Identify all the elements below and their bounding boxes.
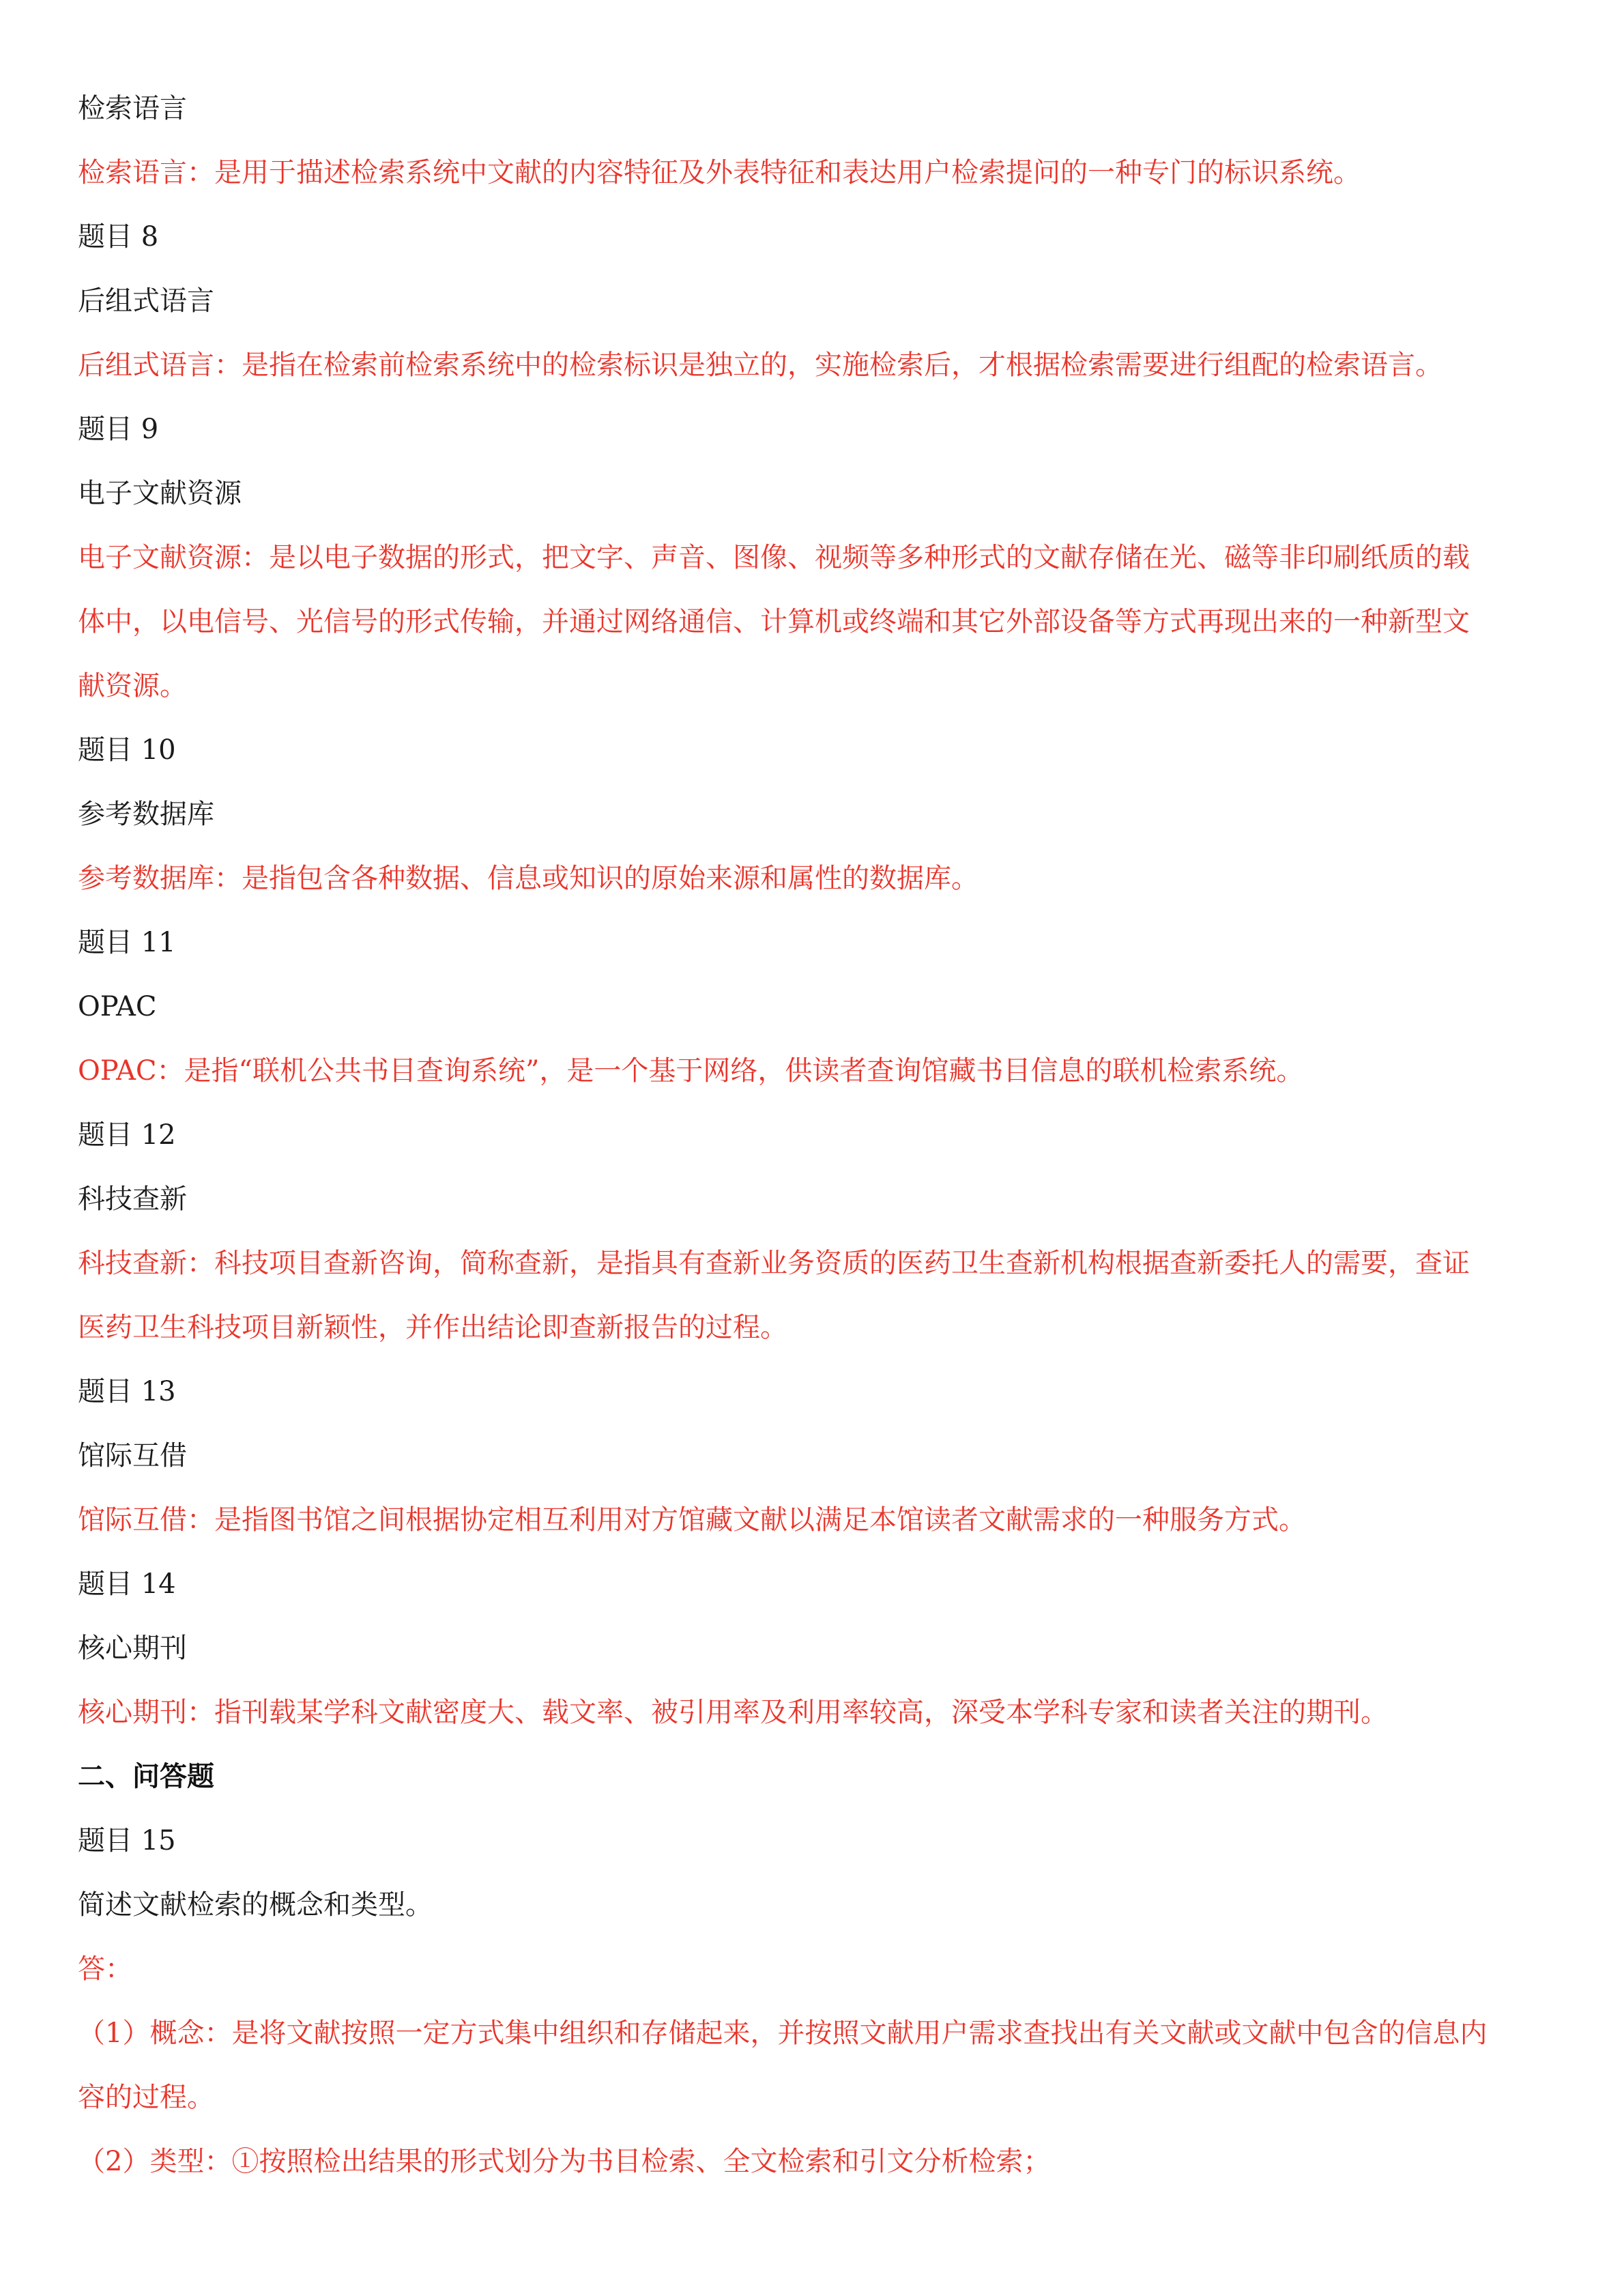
answer-text: （1）概念：是将文献按照一定方式集中组织和存储起来，并按照文献用户需求查找出有关文献或文献中包含的信息内: [78, 2018, 1488, 2049]
question-number: 题目 13: [78, 1376, 176, 1407]
term-heading: 参考数据库: [78, 799, 214, 830]
question-number: 题目 11: [78, 927, 176, 958]
term-heading: 检索语言: [78, 93, 187, 124]
term-definition: 科技查新：科技项目查新咨询，简称查新，是指具有查新业务资质的医药卫生查新机构根据查新委托人的需要，查证: [78, 1248, 1470, 1279]
question-number: 题目 12: [78, 1119, 176, 1151]
term-definition: 馆际互借：是指图书馆之间根据协定相互利用对方馆藏文献以满足本馆读者文献需求的一种服务方式。: [78, 1504, 1306, 1536]
term-definition-continued: 献资源。: [78, 670, 187, 702]
section-heading: 二、问答题: [78, 1761, 214, 1792]
term-definition: 参考数据库：是指包含各种数据、信息或知识的原始来源和属性的数据库。: [78, 863, 978, 894]
term-heading: 后组式语言: [78, 285, 214, 317]
question-number: 题目 8: [78, 221, 159, 253]
term-definition-continued: 医药卫生科技项目新颖性，并作出结论即查新报告的过程。: [78, 1312, 787, 1343]
term-definition: 检索语言：是用于描述检索系统中文献的内容特征及外表特征和表达用户检索提问的一种专门的标识系统。: [78, 157, 1361, 188]
answer-text-continued: 容的过程。: [78, 2082, 214, 2113]
answer-label: 答：: [78, 1953, 132, 1985]
term-definition: 核心期刊：指刊载某学科文献密度大、载文率、被引用率及利用率较高，深受本学科专家和读者关注的期刊。: [78, 1697, 1388, 1728]
question-number: 题目 15: [78, 1825, 176, 1856]
question-text: 简述文献检索的概念和类型。: [78, 1889, 433, 1921]
term-heading: 核心期刊: [78, 1633, 187, 1664]
term-heading: 馆际互借: [78, 1440, 187, 1472]
answer-text: （2）类型：①按照检出结果的形式划分为书目检索、全文检索和引文分析检索；: [78, 2146, 1051, 2177]
question-number: 题目 10: [78, 734, 176, 766]
document-body: [78, 76, 1545, 2194]
term-heading: 电子文献资源: [78, 478, 242, 509]
term-heading: OPAC: [78, 991, 157, 1022]
term-definition: 电子文献资源：是以电子数据的形式，把文字、声音、图像、视频等多种形式的文献存储在光、磁等非印刷纸质的载: [78, 542, 1470, 573]
term-heading: 科技查新: [78, 1183, 187, 1215]
question-number: 题目 14: [78, 1568, 176, 1600]
question-number: 题目 9: [78, 414, 159, 445]
term-definition: OPAC：是指“联机公共书目查询系统”，是一个基于网络，供读者查询馆藏书目信息的联机检索系统。: [78, 1055, 1304, 1087]
term-definition-continued: 体中，以电信号、光信号的形式传输，并通过网络通信、计算机或终端和其它外部设备等方式再现出来的一种新型文: [78, 606, 1470, 637]
term-definition: 后组式语言：是指在检索前检索系统中的检索标识是独立的，实施检索后，才根据检索需要进行组配的检索语言。: [78, 349, 1442, 381]
